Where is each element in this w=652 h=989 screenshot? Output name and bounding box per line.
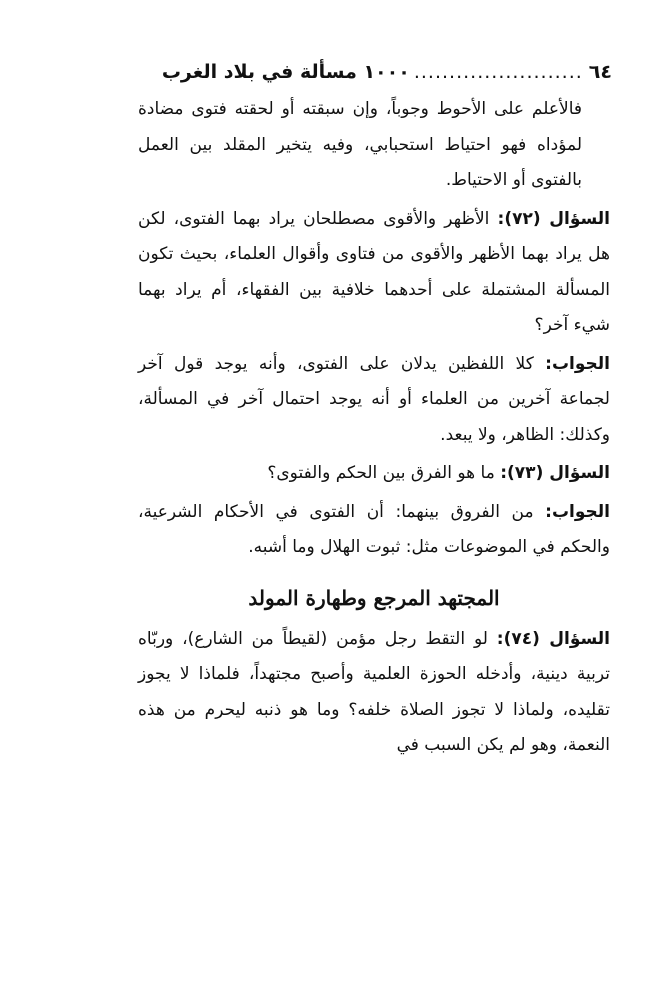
answer-text: من الفروق بينهما: أن الفتوى في الأحكام الشرعية، والحكم في الموضوعات مثل: ثبوت الهلال وما أشبه. <box>138 501 610 557</box>
page-number: ٦٤ <box>588 61 612 83</box>
answer-label: الجواب: <box>545 353 610 374</box>
question-text: الأظهر والأقوى مصطلحان يراد بهما الفتوى، لكن هل يراد بهما الأظهر والأقوى من فتاوى وأقوال العلماء، بحيث تكون المسألة المشتملة على أحدهما خلافية بين الفقهاء، أم يراد بهما شيء آخر؟ <box>138 208 610 335</box>
question-text: ما هو الفرق بين الحكم والفتوى؟ <box>267 463 501 483</box>
answer-label: الجواب: <box>545 501 610 522</box>
question-73 <box>138 456 610 492</box>
continuation-paragraph <box>138 92 582 199</box>
question-72 <box>138 202 610 344</box>
answer-73 <box>138 495 610 566</box>
paragraph-text: فالأعلم على الأحوط وجوباً، وإن سبقته أو لحقته فتوى مضادة لمؤداه فهو احتياط استحبابي، وفيه يتخير المقلد بين العمل بالفتوى أو الاحتياط. <box>138 99 582 190</box>
answer-72 <box>138 347 610 454</box>
question-text: لو التقط رجل مؤمن (لقيطاً من الشارع)، وربّاه تربية دينية، وأدخله الحوزة العلمية وأصبح مجتهداً، فلماذا لا يجوز تقليده، ولماذا لا تجوز الصلاة خلفه؟ وما هو ذنبه ليحرم من هذه النعمة، وهو لم يكن السبب في <box>138 628 610 755</box>
header-dot-leader: ........................ <box>413 61 583 83</box>
question-label: السؤال (٧٤): <box>496 628 610 649</box>
running-header <box>138 52 612 92</box>
section-heading: المجتهد المرجع وطهارة المولد <box>248 585 500 610</box>
question-label: السؤال (٧٣): <box>500 463 610 483</box>
question-label: السؤال (٧٢): <box>497 208 610 229</box>
book-title: ١٠٠٠ مسألة في بلاد الغرب <box>161 61 410 83</box>
answer-text: كلا اللفظين يدلان على الفتوى، وأنه يوجد قول آخر لجماعة آخرين من العلماء أو أنه يوجد احتمال آخر في المسألة، وكذلك: الظاهر، ولا يبعد. <box>138 353 610 445</box>
question-74 <box>138 622 610 764</box>
